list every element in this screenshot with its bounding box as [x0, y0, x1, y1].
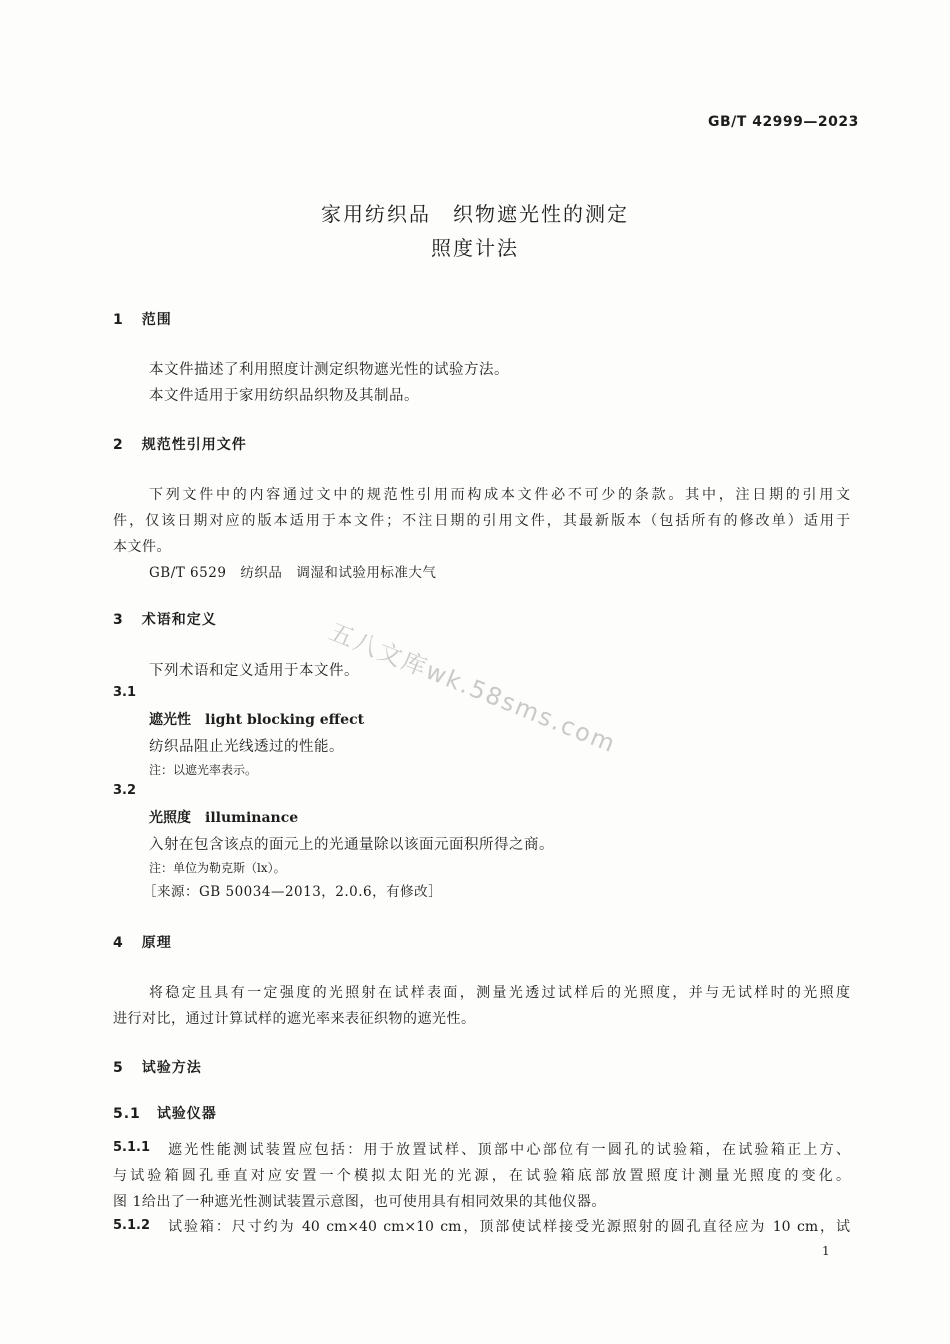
section-title: 范围 — [141, 312, 172, 328]
paragraph: 下列术语和定义适用于本文件。 — [149, 663, 359, 679]
section-number: 3 — [113, 612, 124, 628]
term-source: ［来源：GB 50034—2013，2.0.6，有修改］ — [143, 884, 443, 900]
section-3-heading — [113, 609, 217, 629]
section-title: 规范性引用文件 — [141, 437, 247, 453]
watermark-text: 五八文库wk.58sms.com — [325, 617, 621, 759]
paragraph-line: 件，仅该日期对应的版本适用于本文件；不注日期的引用文件，其最新版本（包括所有的修改单）适用于 — [113, 513, 850, 529]
section-1-heading — [113, 309, 172, 329]
term-definition: 纺织品阻止光线透过的性能。 — [149, 739, 344, 755]
paragraph-line: 与试验箱圆孔垂直对应安置一个模拟太阳光的光源，在试验箱底部放置照度计测量光照度的变化。 — [113, 1168, 850, 1184]
section-title: 术语和定义 — [141, 612, 217, 628]
paragraph-line: 本文件。 — [113, 539, 171, 555]
section-4-heading — [113, 932, 172, 952]
paragraph-line: 下列文件中的内容通过文中的规范性引用而构成本文件必不可少的条款。其中，注日期的引用文 — [149, 487, 850, 503]
clause-number: 5.1.2 — [113, 1218, 151, 1233]
section-number: 4 — [113, 935, 124, 951]
section-title: 试验方法 — [141, 1060, 202, 1076]
paragraph-line: 进行对比，通过计算试样的遮光率来表征织物的遮光性。 — [113, 1011, 476, 1027]
subsection-5-1-heading — [113, 1103, 217, 1123]
paragraph-line: 遮光性能测试装置应包括：用于放置试样、顶部中心部位有一圆孔的试验箱，在试验箱正上方、 — [168, 1142, 850, 1158]
paragraph-line: 将稳定且具有一定强度的光照射在试样表面，测量光透过试样后的光照度，并与无试样时的光照度 — [149, 985, 850, 1001]
subsection-title: 试验仪器 — [156, 1106, 217, 1122]
document-title-line2: 照度计法 — [431, 236, 519, 260]
term-note: 注：单位为勒克斯（lx）。 — [149, 861, 286, 875]
term-number: 3.2 — [113, 783, 137, 798]
standard-number: GB/T 42999—2023 — [708, 114, 859, 130]
section-number: 1 — [113, 312, 124, 328]
section-5-heading — [113, 1057, 202, 1077]
term-number: 3.1 — [113, 685, 137, 700]
normative-reference: GB/T 6529 纺织品 调湿和试验用标准大气 — [149, 565, 437, 581]
section-2-heading — [113, 434, 247, 454]
section-title: 原理 — [141, 935, 172, 951]
clause-number: 5.1.1 — [113, 1140, 151, 1155]
document-title-line1: 家用纺织品 织物遮光性的测定 — [321, 202, 629, 226]
page-number: 1 — [822, 1244, 831, 1258]
section-number: 5 — [113, 1060, 124, 1076]
term-note: 注：以遮光率表示。 — [149, 763, 258, 777]
paragraph-line: 试验箱：尺寸约为 40 cm×40 cm×10 cm，顶部使试样接受光源照射的圆孔直径应为 10 cm，试 — [168, 1219, 850, 1235]
section-number: 2 — [113, 437, 124, 453]
term-definition: 入射在包含该点的面元上的光通量除以该面元面积所得之商。 — [149, 837, 554, 853]
paragraph: 本文件描述了利用照度计测定织物遮光性的试验方法。 — [149, 362, 509, 378]
term-entry: 遮光性 light blocking effect — [149, 712, 365, 728]
paragraph: 本文件适用于家用纺织品织物及其制品。 — [149, 388, 419, 404]
subsection-number: 5.1 — [113, 1106, 141, 1122]
term-entry: 光照度 illuminance — [149, 810, 299, 826]
paragraph-line: 图 1给出了一种遮光性测试装置示意图，也可使用具有相同效果的其他仪器。 — [113, 1194, 606, 1210]
